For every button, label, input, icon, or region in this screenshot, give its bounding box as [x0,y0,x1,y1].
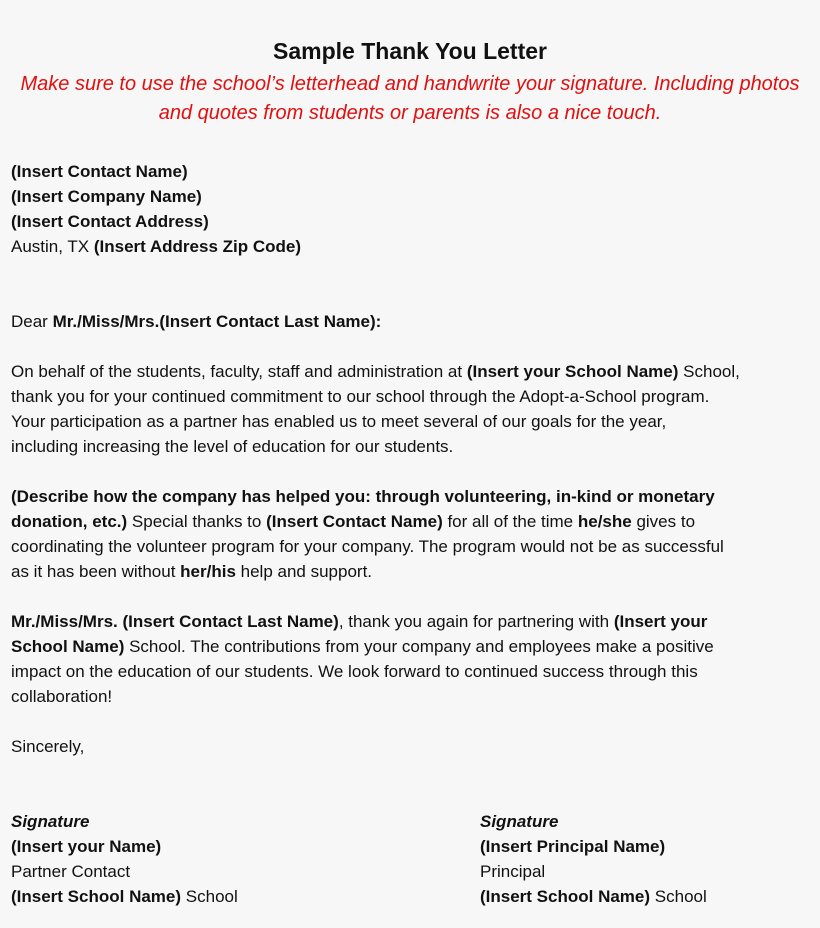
partner-name: (Insert your Name) [11,837,162,856]
closing [11,734,811,759]
signature-block-principal [480,809,707,909]
p3-line4: collaboration! [11,687,113,706]
p3-line3: impact on the education of our students. We look forward to continued success through this [11,662,698,681]
zip-code: (Insert Address Zip Code) [93,237,302,256]
p3-school-name-end: School Name) [11,637,125,656]
salutation [11,309,811,334]
salutation-name: Mr./Miss/Mrs.(Insert Contact Last Name): [52,312,382,331]
p3-line1-b: , thank you again for partnering with [338,612,614,631]
partner-role: Partner Contact [11,862,131,881]
p2-line4-c: help and support. [235,562,373,581]
p1-line1-a: On behalf of the students, faculty, staff and administration at [11,362,467,381]
p1-line1-c: School, [678,362,740,381]
principal-role: Principal [480,862,546,881]
p2-line3: coordinating the volunteer program for your company. The program would not be as successful [11,537,724,556]
paragraph-1 [11,359,811,459]
p2-pronoun-2: her/his [180,562,236,581]
p2-line2-a: donation, etc.) [11,512,128,531]
p1-line2: thank you for your continued commitment to our school through the Adopt-a-School program. [11,387,710,406]
contact-name: (Insert Contact Name) [11,162,188,181]
p2-contact-name: (Insert Contact Name) [266,512,443,531]
partner-school-suffix: School [181,887,238,906]
city-state: Austin, TX [11,237,94,256]
p1-school-name: (Insert your School Name) [466,362,679,381]
instruction-note: Make sure to use the school’s letterhead and handwrite your signature. Including photos and quotes from students or parents is also a nice touch. [20,73,800,124]
p2-line1: (Describe how the company has helped you: through volunteering, in-kind or monetary [11,487,715,506]
principal-signature: Signature [480,812,559,831]
partner-signature: Signature [11,812,90,831]
signature-block-partner [11,809,238,909]
contact-address: (Insert Contact Address) [11,212,209,231]
page-title: Sample Thank You Letter [273,38,547,64]
closing-text: Sincerely, [11,737,85,756]
paragraph-2 [11,484,811,584]
p2-line2-f: gives to [631,512,696,531]
p3-school-name-start: (Insert your [613,612,708,631]
paragraph-3 [11,609,811,709]
p2-line4-a: as it has been without [11,562,181,581]
principal-school: (Insert School Name) [480,887,651,906]
partner-school: (Insert School Name) [11,887,182,906]
principal-school-suffix: School [650,887,707,906]
company-name: (Insert Company Name) [11,187,202,206]
p2-line2-b: Special thanks to [127,512,267,531]
principal-name: (Insert Principal Name) [480,837,666,856]
salutation-prefix: Dear [11,312,53,331]
p1-line3: Your participation as a partner has enabled us to meet several of our goals for the year, [11,412,667,431]
p3-contact-name: Mr./Miss/Mrs. (Insert Contact Last Name) [11,612,339,631]
p2-pronoun: he/she [577,512,632,531]
p3-line2-b: School. The contributions from your company and employees make a positive [124,637,714,656]
recipient-address [11,159,811,259]
p2-line2-d: for all of the time [442,512,578,531]
p1-line4: including increasing the level of education for our students. [11,437,454,456]
